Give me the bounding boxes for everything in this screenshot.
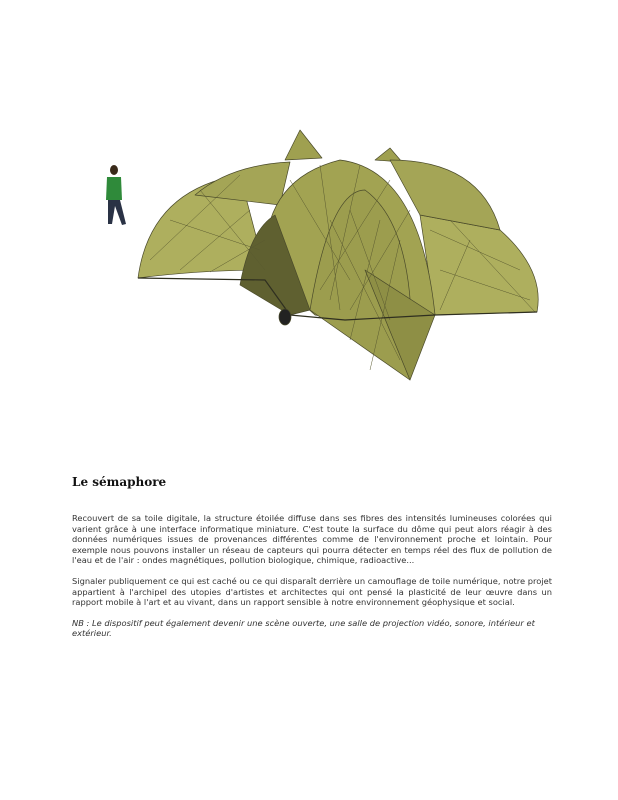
dome-shape [138, 130, 538, 380]
paragraph: Recouvert de sa toile digitale, la structure étoilée diffuse dans ses fibres des intensités lumineuses colorées qui varient grâce à une interface informatique miniature. C'est toute la surface du dôme qui peut alors réagir à des données numériques issues de provenances différentes comme de l'environnement proche et lointain. Pour exemple nous pouvons installer un réseau de capteurs qui pourra détecter en temps réel des flux de pollution de l'eau et de l'air : ondes magnétiques, pollution biologique, chimique, radioactive... [72, 513, 552, 566]
document-title: Le sémaphore [72, 475, 167, 489]
figure-pants [108, 200, 126, 225]
note-paragraph: NB : Le dispositif peut également devenir une scène ouverte, une salle de projection vidéo, sonore, intérieur et extérieur. [72, 617, 535, 639]
document-body [72, 513, 552, 649]
dome-illustration [90, 120, 550, 395]
geodesic-dome-drawing [90, 120, 550, 395]
person-figure [106, 165, 126, 225]
paragraph: Signaler publiquement ce qui est caché ou ce qui disparaît derrière un camouflage de toile numérique, notre projet appartient à l'archipel des utopies d'artistes et architectes qui ont pensé la plasticité de leur œuvre dans un rapport mobile à l'art et au vivant, dans un rapport sensible à notre environnement géophysique et social. [72, 575, 552, 608]
figure-shirt [106, 177, 122, 200]
